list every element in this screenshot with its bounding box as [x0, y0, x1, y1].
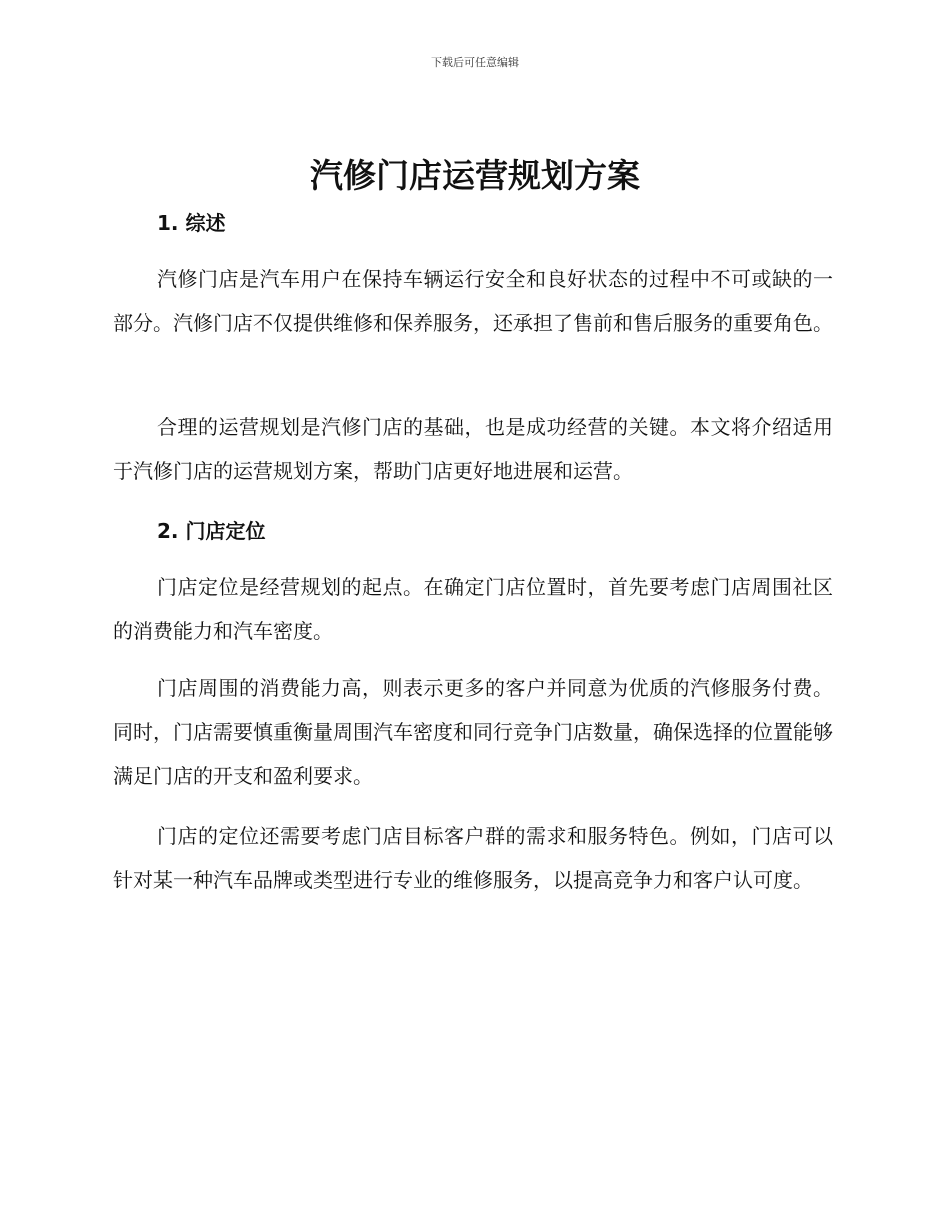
- page-header-note: 下载后可任意编辑: [431, 56, 519, 69]
- paragraph-positioning-2: 门店周围的消费能力高，则表示更多的客户并同意为优质的汽修服务付费。同时，门店需要慎重衡量周围汽车密度和同行竞争门店数量，确保选择的位置能够满足门店的开支和盈利要求。: [113, 676, 833, 788]
- document-title: 汽修门店运营规划方案: [310, 156, 640, 195]
- paragraph-overview-2: 合理的运营规划是汽修门店的基础，也是成功经营的关键。本文将介绍适用于汽修门店的运营规划方案，帮助门店更好地进展和运营。: [113, 415, 833, 483]
- paragraph-positioning-1: 门店定位是经营规划的起点。在确定门店位置时，首先要考虑门店周围社区的消费能力和汽车密度。: [113, 575, 833, 643]
- paragraph-positioning-3: 门店的定位还需要考虑门店目标客户群的需求和服务特色。例如，门店可以针对某一种汽车品牌或类型进行专业的维修服务，以提高竞争力和客户认可度。: [113, 824, 833, 892]
- paragraph-overview-1: 汽修门店是汽车用户在保持车辆运行安全和良好状态的过程中不可或缺的一部分。汽修门店不仅提供维修和保养服务，还承担了售前和售后服务的重要角色。: [113, 267, 833, 335]
- section-heading-overview: 1. 综述: [157, 211, 226, 235]
- section-heading-positioning: 2. 门店定位: [157, 519, 266, 543]
